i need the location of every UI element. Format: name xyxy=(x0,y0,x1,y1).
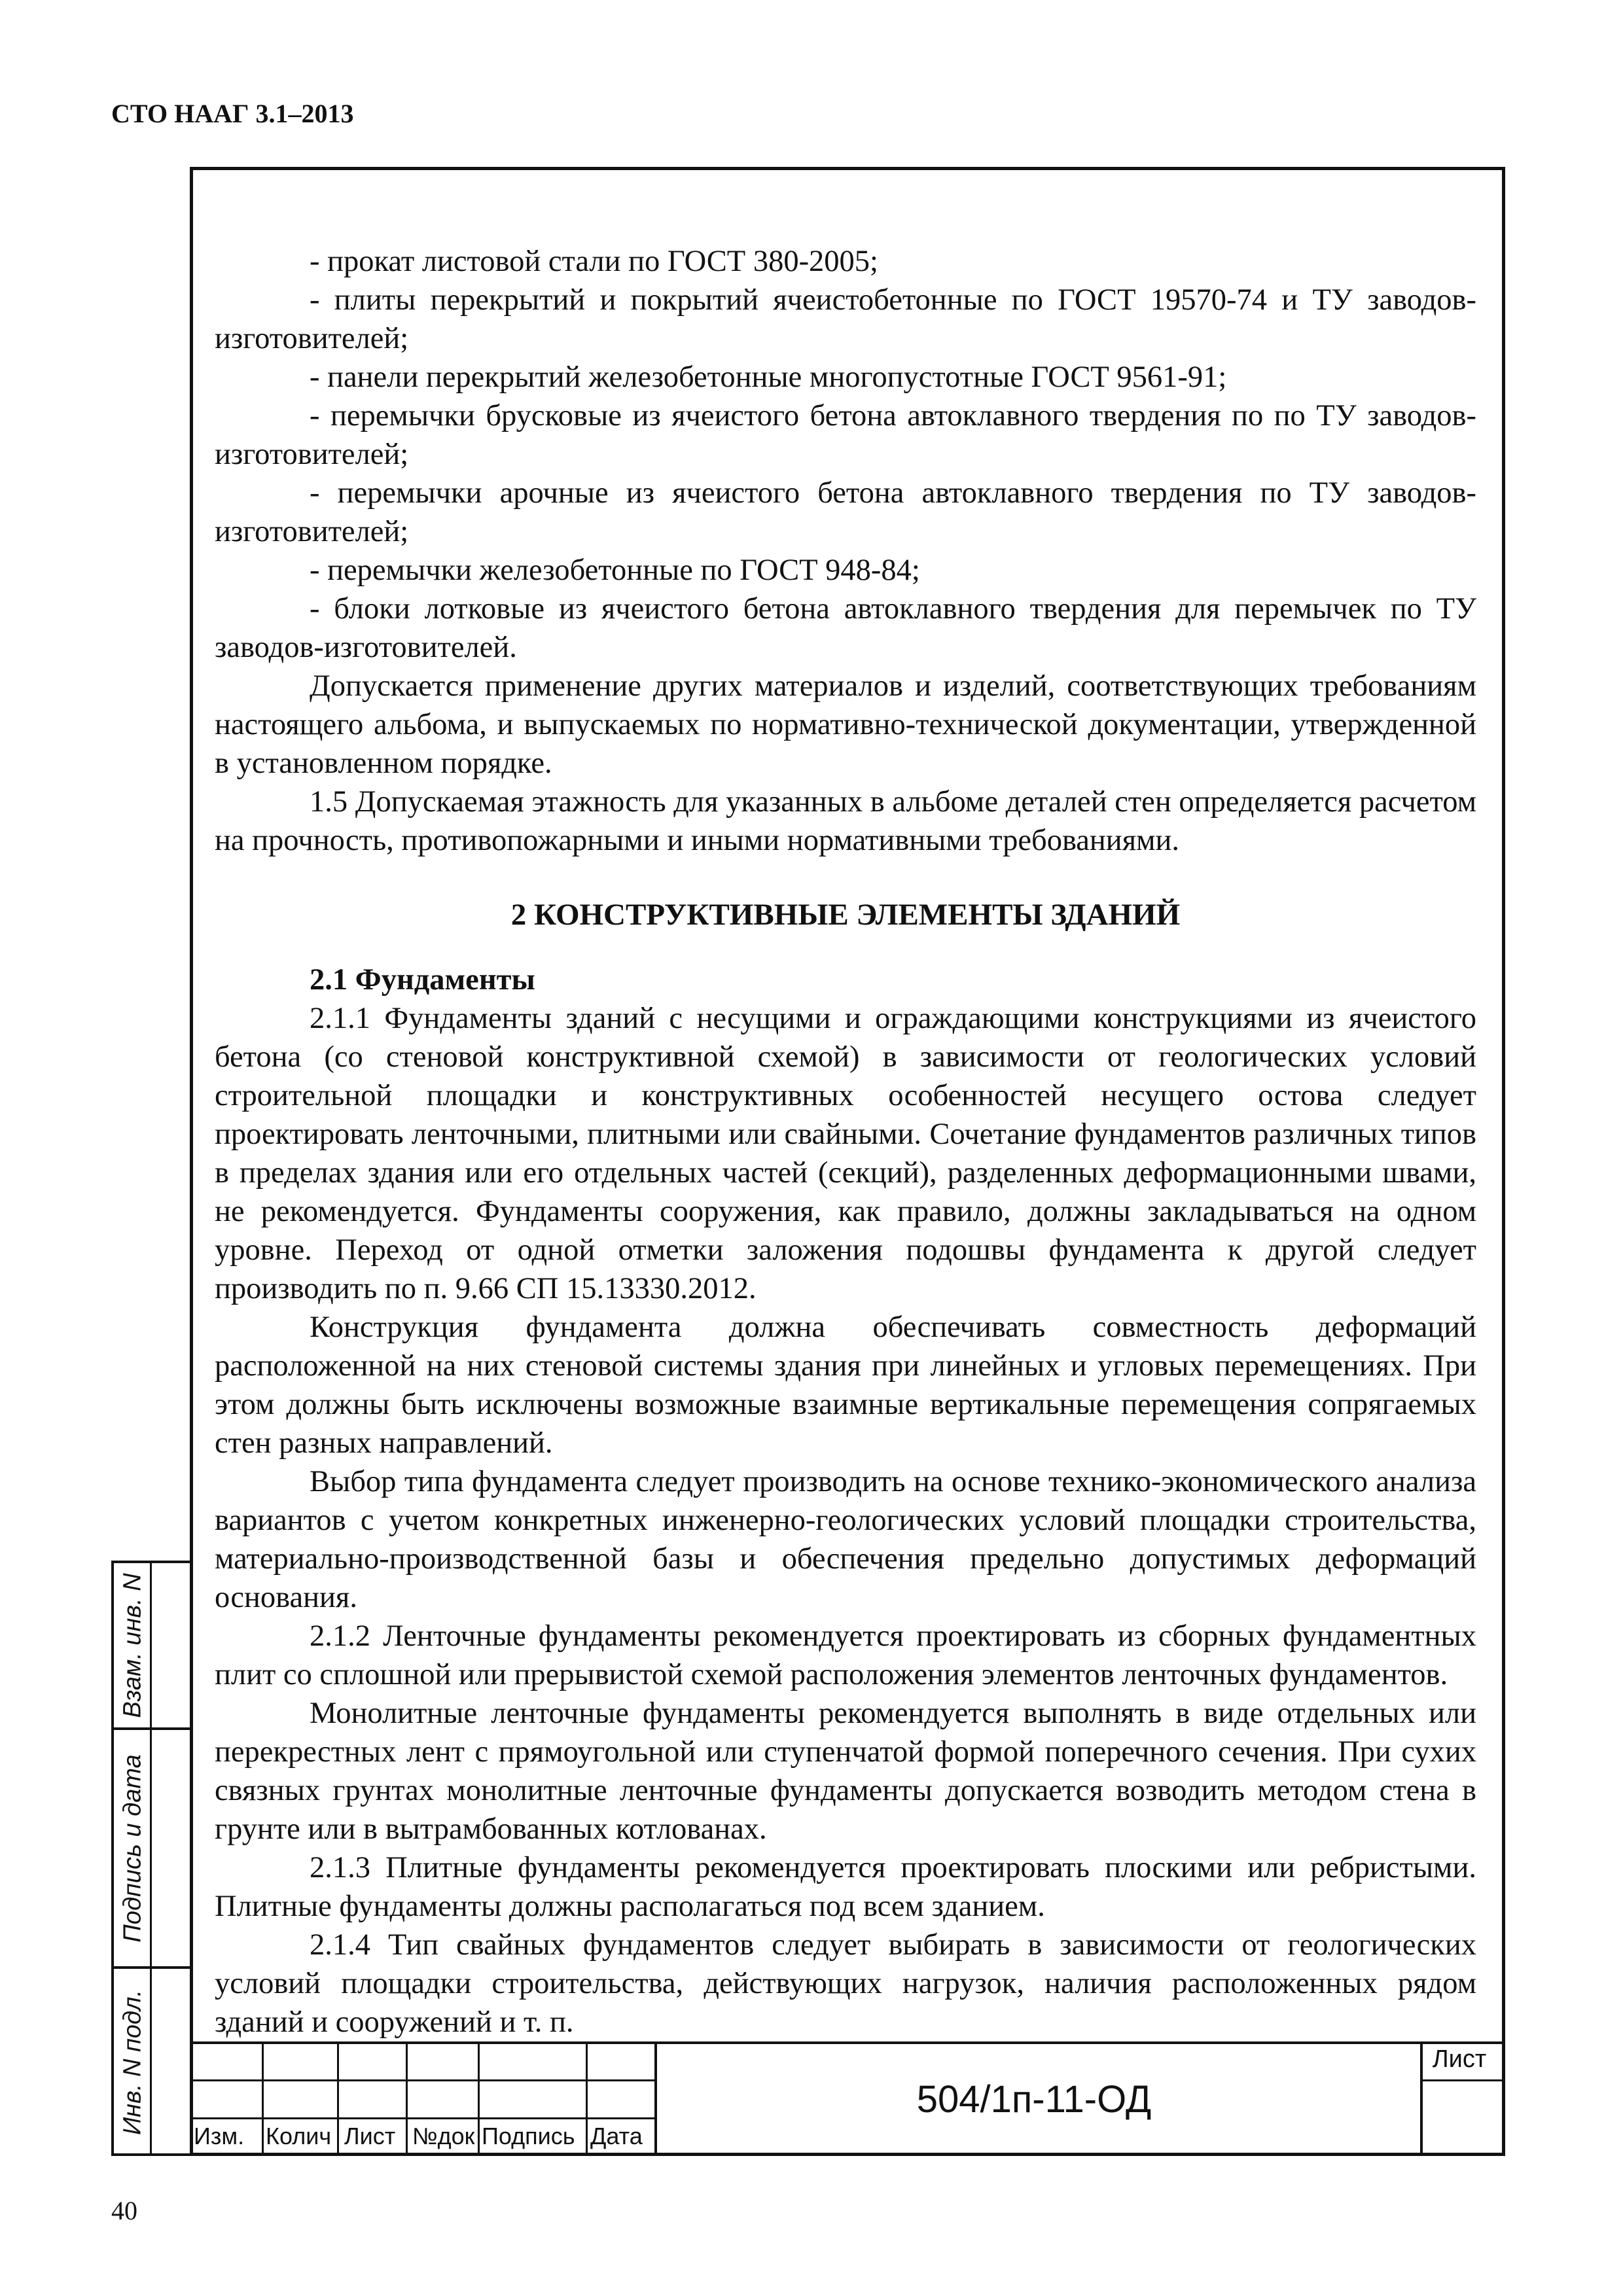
paragraph: - панели перекрытий железобетонные многопустотные ГОСТ 9561-91; xyxy=(310,361,1227,394)
paragraph: 1.5 Допускаемая этажность для указанных в альбоме деталей стен определяется расчетом на прочность, противопожарными и иными нормативными требованиями. xyxy=(215,785,1476,857)
stamp-sheet-label: Лист xyxy=(1432,2045,1487,2073)
stamp-header-signature: Подпись xyxy=(482,2123,575,2149)
paragraph: - перемычки железобетонные по ГОСТ 948-84; xyxy=(310,554,920,587)
paragraph: 2.1.1 Фундаменты зданий с несущими и ограждающими конструкциями из ячеистого бетона (со стеновой конструктивной схемой) в зависимости от геологических условий строительной площадки и конструктивных особенностей несущего остова следует проектировать ленточными, плитными или свайными. Сочетание фундаментов различных типов в пределах здания или его отдельных частей (секций), разделенных деформационными швами, не рекомендуется. Фундаменты сооружения, как правило, должны закладываться на одном уровне. Переход от одной отметки заложения подошвы фундамента к другой следует производить по п. 9.66 СП 15.13330.2012. xyxy=(215,1002,1476,1305)
section-title: 2 КОНСТРУКТИВНЫЕ ЭЛЕМЕНТЫ ЗДАНИЙ xyxy=(510,898,1181,932)
stamp-header-sheet: Лист xyxy=(344,2123,396,2149)
paragraph: 2.1.3 Плитные фундаменты рекомендуется проектировать плоскими или ребристыми. Плитные фундаменты должны располагаться под всем зданием. xyxy=(215,1851,1476,1923)
stamp-header-doc-no: №док xyxy=(412,2123,475,2149)
paragraph: Монолитные ленточные фундаменты рекомендуется выполнять в виде отдельных или перекрестных лент с прямоугольной или ступенчатой формой поперечного сечения. При сухих связных грунтах монолитные ленточные фундаменты допускается возводить методом стена в грунте или в вытрамбованных котлованах. xyxy=(215,1697,1476,1846)
subsection-title: 2.1 Фундаменты xyxy=(310,963,535,997)
side-label: Взам. инв. N xyxy=(118,1572,147,1718)
stamp-header-date: Дата xyxy=(590,2123,643,2149)
paragraph: - перемычки арочные из ячеистого бетона автоклавного твердения по ТУ заводов-изготовителей; xyxy=(215,476,1476,548)
page-number: 40 xyxy=(111,2196,137,2225)
paragraph: - перемычки брусковые из ячеистого бетона автоклавного твердения по по ТУ заводов-изготовителей; xyxy=(215,399,1476,471)
stamp-header-count: Колич xyxy=(266,2123,332,2149)
paragraph: - плиты перекрытий и покрытий ячеистобетонные по ГОСТ 19570-74 и ТУ заводов-изготовителей; xyxy=(215,283,1476,355)
body-text xyxy=(215,242,1476,2041)
document-code-header: СТО НААГ 3.1–2013 xyxy=(111,99,354,128)
paragraph: - прокат листовой стали по ГОСТ 380-2005; xyxy=(310,245,878,278)
side-label: Инв. N подл. xyxy=(118,1989,147,2136)
title-block xyxy=(190,2041,1505,2156)
stamp-document-code: 504/1п-11-ОД xyxy=(916,2078,1152,2121)
paragraph: Выбор типа фундамента следует производить на основе технико-экономического анализа вариантов с учетом конкретных инженерно-геологических условий площадки строительства, материально-производственной базы и обеспечения предельно допустимых деформаций основания. xyxy=(215,1465,1476,1614)
side-cell-replace-inv xyxy=(114,1563,190,1730)
side-strip xyxy=(111,1561,190,2156)
side-cell-original-inv xyxy=(114,1969,190,2156)
side-cell-signature-date xyxy=(114,1730,190,1969)
stamp-header-change: Изм. xyxy=(194,2123,245,2149)
paragraph: - блоки лотковые из ячеистого бетона автоклавного твердения для перемычек по ТУ заводов-изготовителей. xyxy=(215,592,1476,664)
paragraph: 2.1.4 Тип свайных фундаментов следует выбирать в зависимости от геологических условий площадки строительства, действующих нагрузок, наличия расположенных рядом зданий и сооружений и т. п. xyxy=(215,1928,1476,2039)
side-label: Подпись и дата xyxy=(118,1754,147,1943)
paragraph: 2.1.2 Ленточные фундаменты рекомендуется проектировать из сборных фундаментных плит со сплошной или прерывистой схемой расположения элементов ленточных фундаментов. xyxy=(215,1619,1476,1691)
paragraph: Конструкция фундамента должна обеспечивать совместность деформаций расположенной на них стеновой системы здания при линейных и угловых перемещениях. При этом должны быть исключены возможные взаимные вертикальные перемещения сопрягаемых стен разных направлений. xyxy=(215,1311,1476,1460)
paragraph: Допускается применение других материалов и изделий, соответствующих требованиям настоящего альбома, и выпускаемых по нормативно-технической документации, утвержденной в установленном порядке. xyxy=(215,669,1476,780)
